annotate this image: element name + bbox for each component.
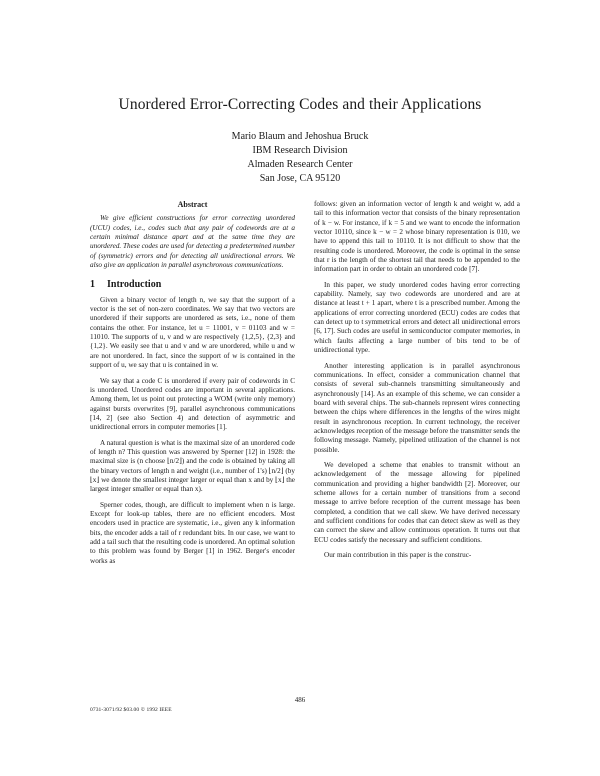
affiliation-location: San Jose, CA 95120 <box>259 173 341 184</box>
body-paragraph: Another interesting application is in parallel asynchronous communications. In effect, consider a communication channel that consists of several sub-channels transmitting simultaneously and asynchronously [14]. As an example of this scheme, we can consider a board with several chips. The sub-channels represent wires connecting between the chips where differences in the lengths of the wires might result in asynchronous reception. In current technology, the receiver acknowledges reception of the message before the transmitter sends the following message. Namely, pipelined utilization of the channel is not possible. <box>314 361 520 454</box>
authors: Mario Blaum and Jehoshua Bruck <box>231 131 369 142</box>
section-heading <box>90 280 295 289</box>
left-column <box>90 200 295 572</box>
body-paragraph: Given a binary vector of length n, we say that the support of a vector is the set of non-zero coordinates. We say that two vectors are unordered if their supports are unordered as sets, i.e., none of them contains the other. For instance, let u = 11001, v = 01103 and w = 11010. The supports of u, v and w are respectively {1,2,5}, {2,3} and {1,2}. We easily see that u and v and w are unordered, while u and w are not unordered. In fact, since the support of w is contained in the support of u, we say that u is contained in w. <box>90 295 295 370</box>
copyright-line: 0731-3071/92 $03.00 © 1992 IEEE <box>90 707 172 713</box>
page-number: 486 <box>294 696 306 704</box>
affiliation-center: Almaden Research Center <box>247 159 353 170</box>
body-paragraph: Sperner codes, though, are difficult to implement when n is large. Except for look-up tables, there are no efficient encoders. Most encoders used in practice are systematic, i.e., given any k information bits, the encoder adds a tail of r redundant bits. In our case, we want to add a tail such that the resulting code is unordered. An optimal solution to this problem was found by Berger [1] in 1962. Berger's encoder works as <box>90 500 296 565</box>
body-paragraph: We say that a code C is unordered if every pair of codewords in C is unordered. Unordered codes are important in several applications. Among them, let us point out protecting a WOM (write only memory) against bursts overwrites [9], parallel asynchronous communications [14, 2] (see also Section 4) and detection of asymmetric and unidirectional errors in computer memories [1]. <box>90 376 295 432</box>
affiliation-division: IBM Research Division <box>252 145 348 156</box>
body-paragraph: follows: given an information vector of length k and weight w, add a tail to this information vector that consists of the binary representation of k − w. For instance, if k = 5 and we want to encode the information vector 10110, since k − w = 2 whose binary representation is 010, we have to append this tail to 10110. It is not difficult to show that the resulting code is unordered. Moreover, the code is optimal in the sense that r is the length of the shortest tail that needs to be appended to the information part in order to obtain an unordered code [7]. <box>314 200 520 274</box>
section-title: Introduction <box>107 279 162 291</box>
body-paragraph: In this paper, we study unordered codes having error correcting capability. Namely, say two codewords are unordered and are at distance at least t + 1 apart, where t is a prescribed number. Among the applications of error correcting unordered (ECU) codes are codes that can detect up to t symmetrical errors and detect all unidirectional errors [6, 17]. Such codes are useful in semiconductor computer memories, in which faults affecting a large number of bits tend to be of unidirectional type. <box>314 280 520 355</box>
abstract-text: We give efficient constructions for error correcting unordered (UCU) codes, i.e., codes such that any pair of codewords are at a certain minimal distance apart and at the same time they are unordered. These codes are used for detecting a predetermined number of (symmetric) errors and for detecting all unidirectional errors. We also give an application in parallel asynchronous communications. <box>90 214 295 270</box>
body-paragraph: Our main contribution in this paper is the construc- <box>324 551 472 560</box>
paper-title: Unordered Error-Correcting Codes and their Applications <box>118 96 482 113</box>
abstract-heading: Abstract <box>177 200 208 209</box>
section-number: 1 <box>90 279 95 291</box>
body-paragraph: A natural question is what is the maximal size of an unordered code of length n? This question was answered by Sperner [12] in 1928: the maximal size is (n choose ⌊n/2⌋) and the code is obtained by taking all the binary vectors of length n and weight (i.e., number of 1's) ⌊n/2⌋ (by ⌊x⌋ we denote the smallest integer larger or equal than x and by ⌊x⌋ the largest integer smaller or equal than x). <box>90 438 295 494</box>
body-paragraph: We developed a scheme that enables to transmit without an acknowledgement of the message allowing for pipelined communication and providing a higher bandwidth [2]. Moreover, our scheme allows for a certain number of transitions from a second message to arrive before reception of the current message has been completed, a condition that we call skew. We have derived necessary and sufficient conditions for codes that can detect skew as well as they can correct the skew and allow continuous operation. It turns out that ECU codes satisfy the necessary and sufficient conditions. <box>314 460 520 544</box>
right-column <box>314 200 520 566</box>
